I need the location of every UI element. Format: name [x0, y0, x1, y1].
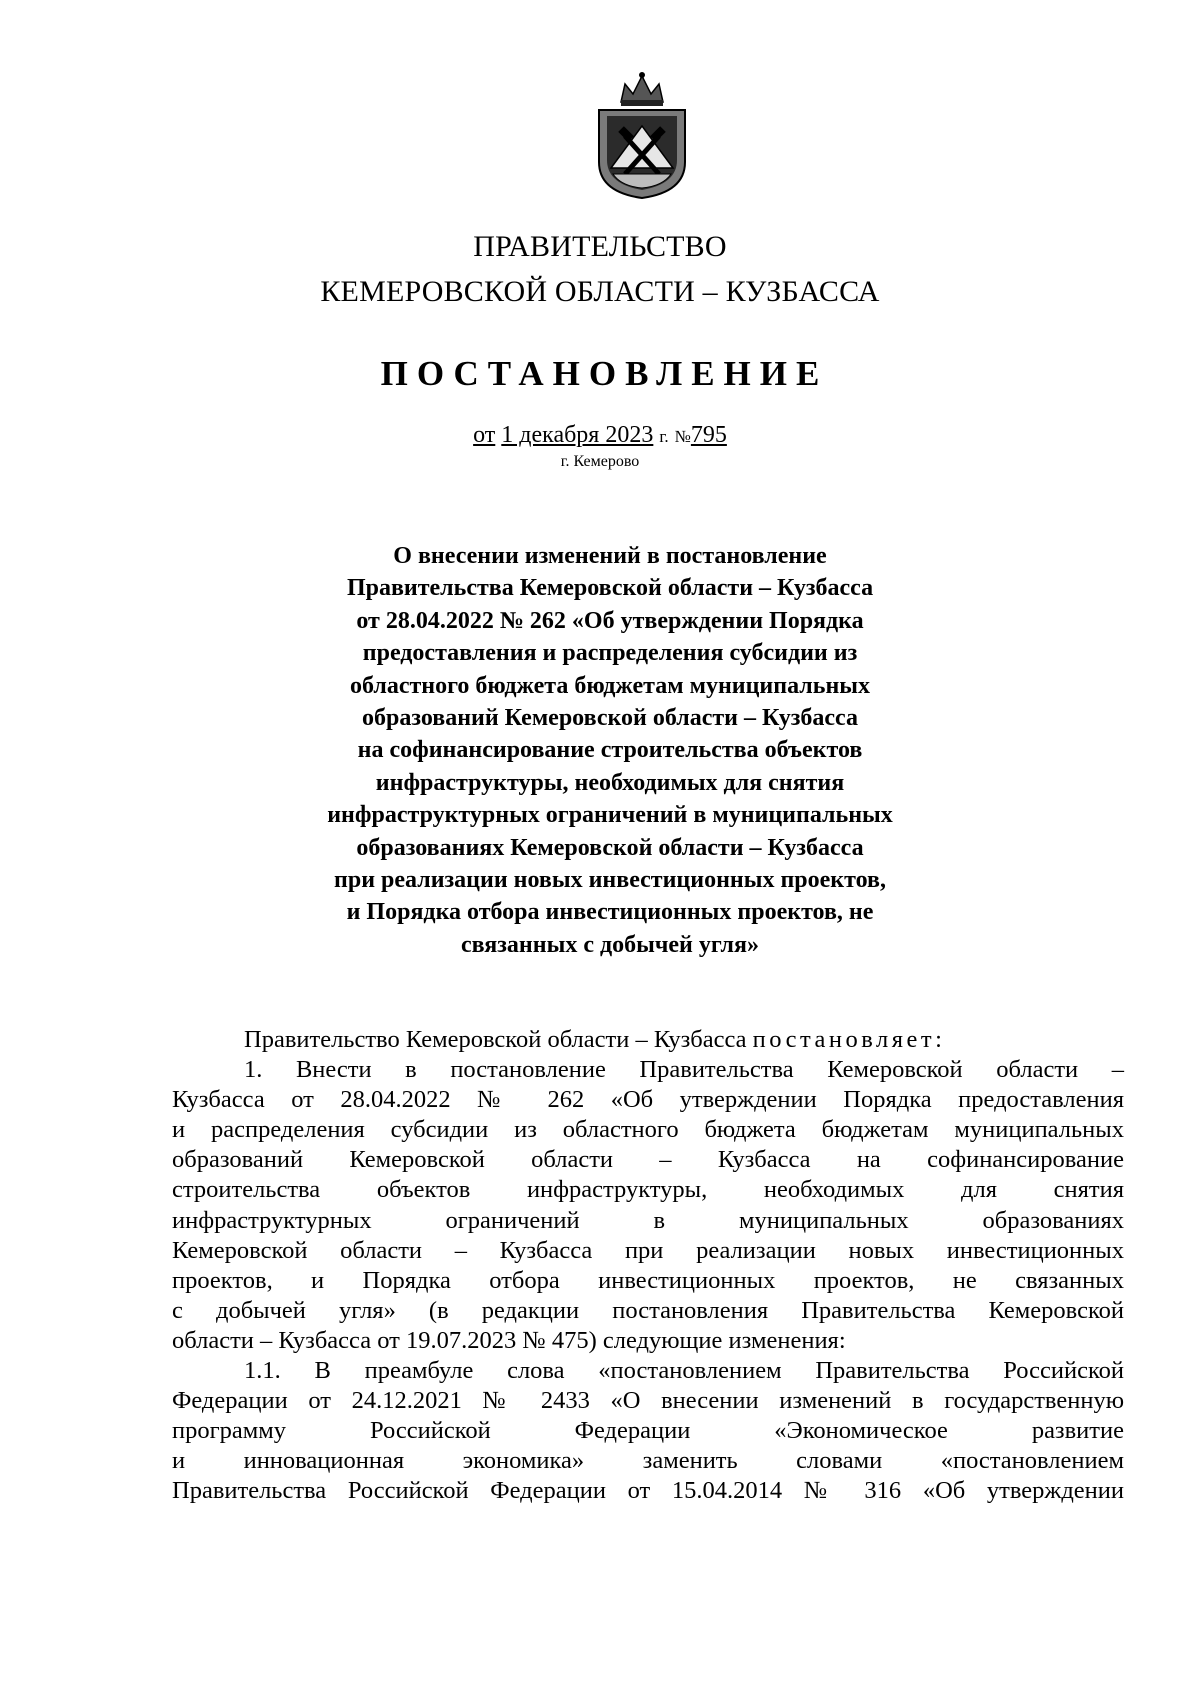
document-number: 795 [690, 422, 727, 448]
body-line: инфраструктурных ограничений в муниципальных образованиях [172, 1206, 1124, 1234]
date-value: 1 декабря 2023 [501, 422, 654, 448]
body-line: Кемеровской области – Кузбасса при реализации новых инвестиционных [172, 1236, 1124, 1264]
document-title [300, 540, 920, 961]
title-line: на софинансирование строительства объектов [357, 737, 863, 764]
body-line: образований Кемеровской области – Кузбасса на софинансирование [172, 1146, 1124, 1174]
body-line: программу Российской Федерации «Экономическое развитие [172, 1417, 1124, 1445]
body-line: Правительства Российской Федерации от 15.04.2014 № 316 «Об утверждении [172, 1477, 1124, 1505]
body-line: с добычей угля» (в редакции постановления Правительства Кемеровской [172, 1296, 1124, 1324]
body-line: Кузбасса от 28.04.2022 № 262 «Об утверждении Порядка предоставления [172, 1086, 1124, 1114]
date-prefix: от [473, 422, 496, 448]
government-name-line1: ПРАВИТЕЛЬСТВО [473, 230, 727, 263]
title-line: связанных с добычей угля» [461, 931, 759, 958]
title-line: предоставления и распределения субсидии из [362, 640, 858, 667]
title-line: образований Кемеровской области – Кузбасса [361, 705, 859, 732]
title-line: Правительства Кемеровской области – Кузбасса [346, 575, 874, 602]
body-line: и инновационная экономика» заменить словами «постановлением [172, 1447, 1124, 1475]
title-line: инфраструктуры, необходимых для снятия [375, 769, 845, 796]
body-line: строительства объектов инфраструктуры, необходимых для снятия [172, 1176, 1124, 1204]
title-line: и Порядка отбора инвестиционных проектов, не [346, 899, 874, 926]
document-type-heading: ПОСТАНОВЛЕНИЕ [380, 354, 829, 393]
body-line: Федерации от 24.12.2021 № 2433 «О внесении изменений в государственную [172, 1387, 1124, 1415]
document-body [172, 1025, 1124, 1507]
year-suffix: г. [659, 427, 669, 446]
document-city: г. Кемерово [560, 453, 640, 470]
preamble-line [172, 1025, 1124, 1055]
title-line: областного бюджета бюджетам муниципальных [349, 672, 871, 699]
body-line: и распределения субсидии из областного бюджета бюджетам муниципальных [172, 1116, 1124, 1144]
preamble-verb: постановляет: [752, 1026, 946, 1053]
preamble-text: Правительство Кемеровской области – Кузбасса [244, 1026, 753, 1053]
body-line: проектов, и Порядка отбора инвестиционных проектов, не связанных [172, 1266, 1124, 1294]
title-line: образованиях Кемеровской области – Кузбасса [356, 834, 864, 861]
document-date-line [0, 420, 1200, 452]
body-line: 1. Внести в постановление Правительства Кемеровской области – [244, 1056, 1124, 1084]
number-sign: № [674, 427, 691, 446]
title-line: О внесении изменений в постановление [393, 543, 827, 569]
body-line: 1.1. В преамбуле слова «постановлением Правительства Российской [244, 1357, 1124, 1385]
government-name-line2: КЕМЕРОВСКОЙ ОБЛАСТИ – КУЗБАССА [320, 275, 880, 308]
title-line: от 28.04.2022 № 262 «Об утверждении Порядка [356, 607, 864, 634]
title-line: при реализации новых инвестиционных проектов, [334, 867, 886, 894]
title-line: инфраструктурных ограничений в муниципальных [327, 802, 893, 829]
body-line: области – Кузбасса от 19.07.2023 № 475) следующие изменения: [172, 1326, 846, 1354]
coat-of-arms-icon [591, 70, 693, 202]
